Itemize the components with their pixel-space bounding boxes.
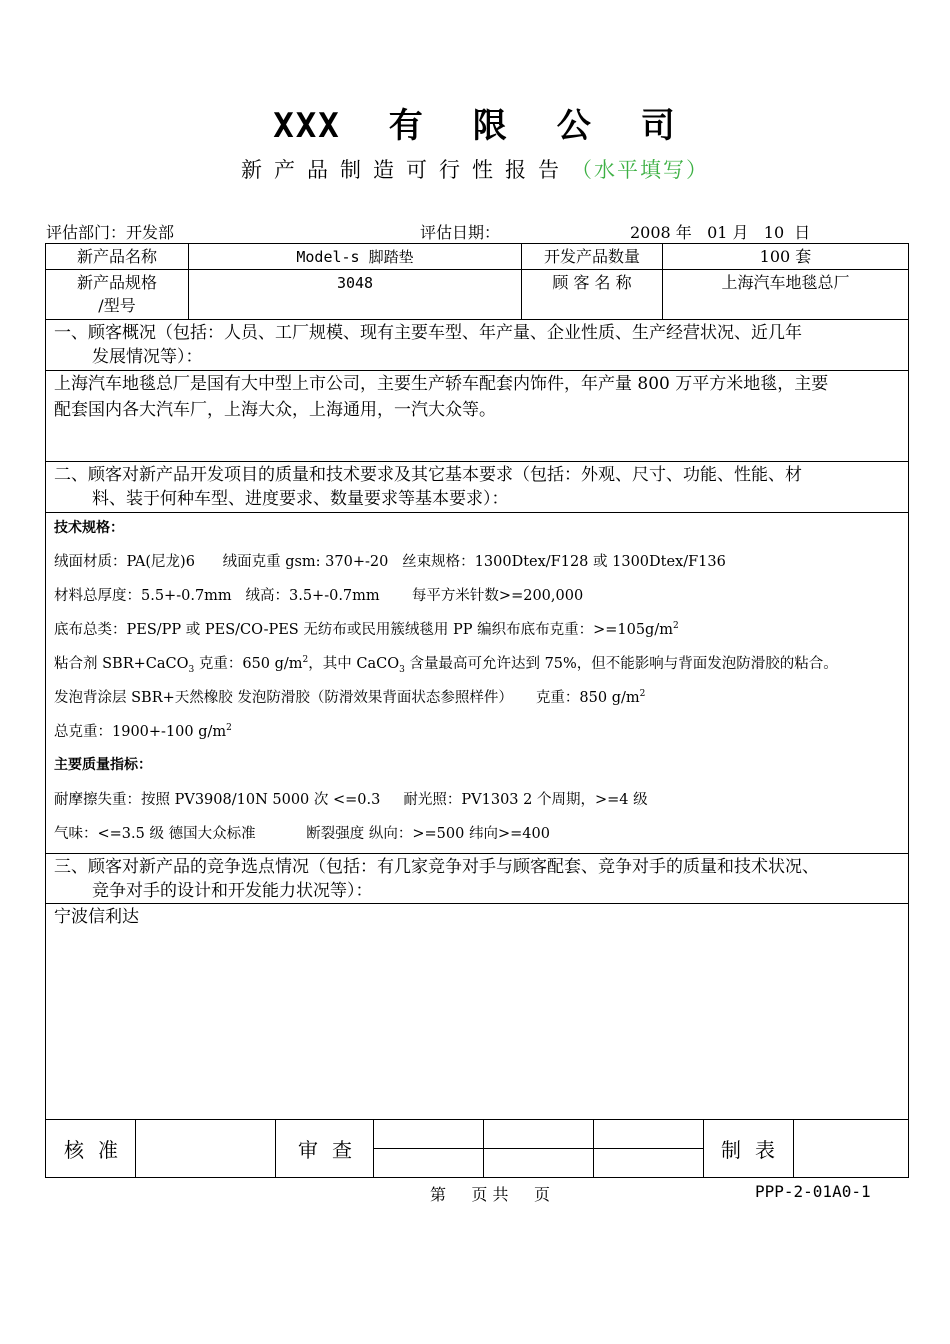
page-number: 第 页 共 页 — [430, 1185, 550, 1204]
spec-line-text: ，其中 CaCO — [308, 656, 400, 672]
table-border-left — [45, 243, 46, 1178]
spec-line — [54, 618, 679, 639]
section3-heading-line: 三、顾客对新产品的竞争选点情况（包括：有几家竞争对手与顾客配套、竞争对手的质量和技术状况、 — [54, 857, 819, 877]
subtitle-note: （水平填写） — [571, 158, 709, 182]
row-divider — [45, 1119, 909, 1120]
row-divider — [373, 1148, 703, 1149]
row-divider — [45, 269, 909, 270]
quality-title — [54, 754, 152, 774]
quality-title-text: 主要质量指标： — [54, 757, 152, 773]
quantity-value: 100 套 — [759, 247, 812, 266]
subscript: 3 — [188, 664, 195, 675]
document-code: PPP-2-01A0-1 — [755, 1182, 871, 1201]
tech-spec-title-text: 技术规格： — [54, 520, 124, 536]
superscript: 2 — [672, 621, 679, 632]
spec-label-model: /型号 — [98, 296, 136, 315]
row-divider — [45, 512, 909, 513]
quantity-label: 开发产品数量 — [543, 247, 640, 266]
section3-body: 宁波信利达 — [54, 907, 139, 927]
superscript: 2 — [226, 723, 232, 734]
product-name-label: 新产品名称 — [76, 247, 157, 266]
spec-line-text: 含量最高可允许达到 75%，但不能影响与背面发泡防滑胶的粘合。 — [404, 656, 838, 672]
prepare-label: 制表 — [721, 1138, 789, 1162]
col-divider — [793, 1119, 794, 1177]
spec-line — [54, 686, 645, 707]
row-divider — [45, 461, 909, 462]
customer-value: 上海汽车地毯总厂 — [721, 273, 850, 292]
spec-line — [54, 652, 838, 675]
section1-heading-line: 发展情况等）： — [92, 347, 203, 367]
row-divider — [45, 853, 909, 854]
row-divider — [45, 319, 909, 320]
report-subtitle — [0, 154, 950, 184]
section1-body-line: 配套国内各大汽车厂，上海大众，上海通用，一汽大众等。 — [54, 400, 496, 420]
tech-spec-title — [54, 517, 124, 537]
spec-label: 新产品规格 — [76, 273, 157, 292]
spec-line — [54, 720, 232, 741]
section3-heading — [54, 855, 902, 903]
review-label: 审查 — [298, 1138, 366, 1162]
spec-line-text: 底布总类：PES/PP 或 PES/CO-PES 无纺布或民用簇绒毯用 PP 编织布底布克重：>=105g/m — [54, 622, 673, 638]
section1-body — [54, 371, 902, 423]
company-char: 司 — [640, 106, 677, 146]
eval-date-value: 2008 年 01 月 10 日 — [630, 223, 811, 242]
table-border-right — [908, 243, 909, 1178]
table-border-top — [45, 243, 909, 244]
product-name-value: Model-s 脚踏垫 — [296, 248, 414, 266]
company-char: 公 — [556, 106, 593, 146]
spec-line: 材料总厚度：5.5+-0.7mm 绒高：3.5+-0.7mm 每平方米针数>=200,000 — [54, 588, 584, 604]
col-divider — [135, 1119, 136, 1177]
section2-heading — [54, 463, 902, 511]
col-divider — [275, 1119, 276, 1177]
section1-heading-line: 一、顾客概况（包括：人员、工厂规模、现有主要车型、年产量、企业性质、生产经营状况、近几年 — [54, 323, 802, 343]
spec-line-text: 克重：650 g/m — [194, 656, 303, 672]
subscript: 3 — [399, 664, 405, 675]
eval-date-label: 评估日期： — [420, 223, 501, 242]
spec-line: 气味：<=3.5 级 德国大众标准 断裂强度 纵向：>=500 纬向>=400 — [54, 826, 550, 842]
section1-body-line: 上海汽车地毯总厂是国有大中型上市公司，主要生产轿车配套内饰件，年产量 800 万平方米地毯，主要 — [54, 374, 829, 394]
subtitle-text: 新产品制造可行性报告 — [241, 158, 571, 182]
customer-label: 顾 客 名 称 — [552, 273, 632, 292]
spec-line: 耐摩擦失重：按照 PV3908/10N 5000 次 <=0.3 耐光照：PV1303 2 个周期，>=4 级 — [54, 792, 648, 808]
company-char: 有 — [388, 106, 425, 146]
section2-heading-line: 二、顾客对新产品开发项目的质量和技术要求及其它基本要求（包括：外观、尺寸、功能、性能、材 — [54, 465, 802, 485]
section3-heading-line: 竞争对手的设计和开发能力状况等）： — [92, 881, 373, 901]
spec-value: 3048 — [336, 274, 374, 292]
company-title — [0, 98, 950, 147]
section1-heading — [54, 321, 902, 369]
section2-heading-line: 料、装于何种车型、进度要求、数量要求等基本要求）： — [92, 489, 509, 509]
eval-department: 评估部门：开发部 — [46, 223, 175, 242]
superscript: 2 — [302, 655, 309, 666]
spec-line-text: 粘合剂 SBR+CaCO — [54, 656, 189, 672]
spec-line-text: 发泡背涂层 SBR+天然橡胶 发泡防滑胶（防滑效果背面状态参照样件） 克重：850 g/m — [54, 690, 640, 706]
spec-line: 绒面材质：PA(尼龙)6 绒面克重 gsm: 370+-20 丝束规格：1300Dtex/F128 或 1300Dtex/F136 — [54, 554, 726, 570]
approve-label: 核准 — [64, 1138, 132, 1162]
col-divider — [703, 1119, 704, 1177]
company-char: 限 — [472, 106, 509, 146]
table-border-bottom — [45, 1177, 909, 1178]
company-prefix: XXX — [273, 106, 341, 146]
superscript: 2 — [639, 689, 646, 700]
spec-line-text: 总克重：1900+-100 g/m — [54, 724, 227, 740]
